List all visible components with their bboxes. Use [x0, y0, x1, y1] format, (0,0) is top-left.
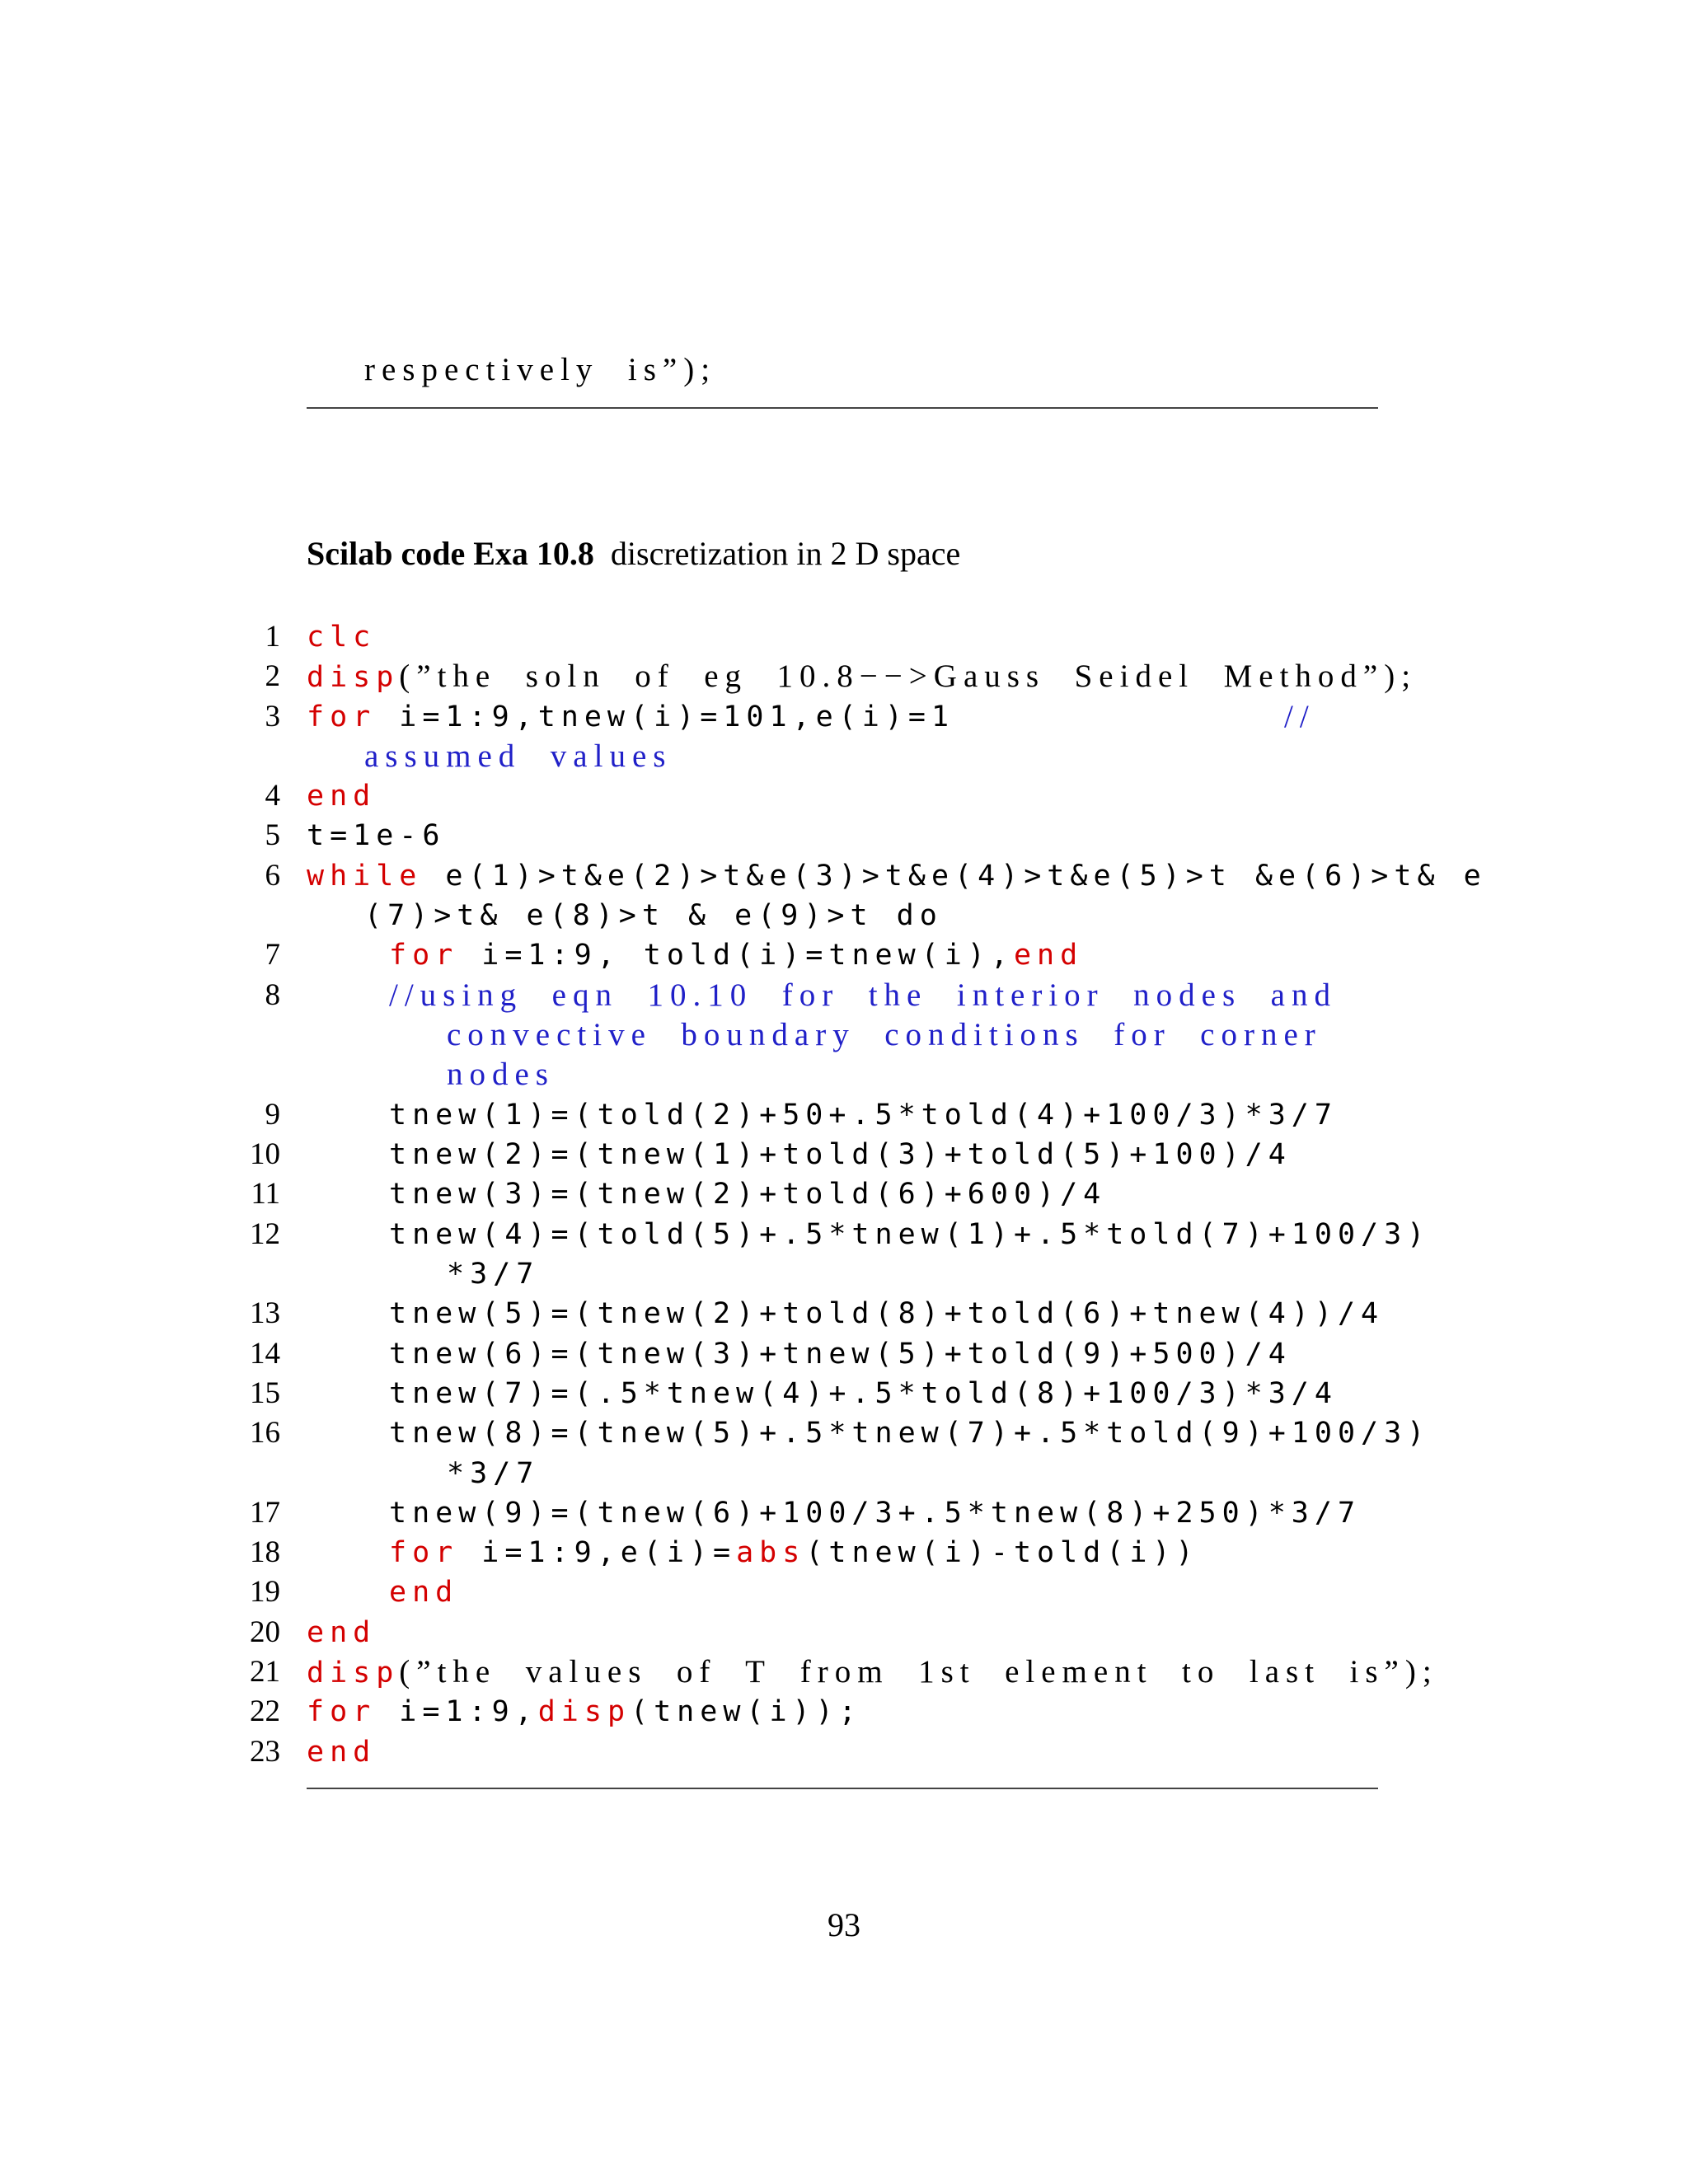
code-line: [389, 1333, 1292, 1375]
line-number: 18: [250, 1535, 280, 1569]
code-line: [389, 1373, 1338, 1414]
code-text: i=1:9,e(i)=: [458, 1536, 737, 1569]
code-line: [307, 1652, 1438, 1693]
line-number: 13: [250, 1296, 280, 1330]
code-line: [389, 1174, 1106, 1215]
code-text: t=1e-6: [307, 819, 446, 852]
caption-title: discretization in 2 D space: [610, 535, 961, 572]
line-number: 16: [250, 1416, 280, 1450]
code-line: [364, 895, 943, 936]
code-line: [307, 776, 376, 817]
code-comment: assumed values: [364, 738, 673, 774]
code-keyword: end: [307, 1736, 377, 1769]
code-keyword: for: [389, 939, 459, 972]
code-text: (7)>t& e(8)>t & e(9)>t do: [364, 899, 943, 932]
code-line: [389, 1413, 1430, 1454]
code-keyword: for: [389, 1536, 459, 1569]
code-line: [307, 815, 445, 856]
code-text: e(1)>t&e(2)>t&e(3)>t&e(4)>t&e(5)>t &e(6)>t& e: [422, 860, 1487, 893]
code-text: tnew(2)=(tnew(1)+told(3)+told(5)+100)/4: [389, 1138, 1292, 1171]
code-keyword: clc: [307, 621, 377, 654]
code-text: tnew(7)=(.5*tnew(4)+.5*told(8)+100/3)*3/4: [389, 1377, 1338, 1410]
code-line: [389, 1134, 1292, 1175]
code-line: [389, 975, 1337, 1016]
code-comment: //using eqn 10.10 for the interior nodes and: [389, 977, 1337, 1013]
continued-code-line: respectively is”);: [364, 352, 717, 387]
line-number: 14: [250, 1337, 280, 1371]
line-number: 9: [265, 1098, 280, 1132]
code-keyword: disp: [307, 1657, 400, 1690]
code-line: [389, 1293, 1384, 1334]
code-text: tnew(8)=(tnew(5)+.5*tnew(7)+.5*told(9)+100/3): [389, 1417, 1431, 1450]
code-keyword: end: [389, 1576, 459, 1609]
code-line: [307, 1732, 376, 1773]
line-number: 10: [250, 1137, 280, 1171]
code-keyword: end: [1013, 939, 1084, 972]
code-line: [389, 935, 1083, 976]
line-number: 11: [251, 1177, 280, 1211]
code-keyword: abs: [736, 1536, 806, 1569]
code-keyword: end: [307, 780, 377, 813]
code-line: [364, 736, 672, 777]
code-line: [307, 855, 1487, 897]
code-line: [307, 616, 376, 658]
code-line: [389, 1214, 1430, 1255]
line-number: 17: [250, 1496, 280, 1530]
code-text: (tnew(i)-told(i)): [805, 1536, 1199, 1569]
code-line: [389, 1094, 1338, 1136]
code-line: [447, 1254, 539, 1295]
code-keyword: disp: [307, 661, 400, 694]
code-text: tnew(4)=(told(5)+.5*tnew(1)+.5*told(7)+100/3): [389, 1218, 1431, 1251]
line-number: 2: [265, 659, 280, 693]
line-number: 8: [265, 978, 280, 1012]
caption-label: Scilab code Exa 10.8: [307, 535, 594, 572]
line-number: 5: [265, 818, 280, 852]
code-keyword: end: [307, 1616, 377, 1649]
page-number: 93: [828, 1906, 860, 1943]
line-number: 7: [265, 938, 280, 972]
code-text: (”the soln of eg 10.8−−>Gauss Seidel Method”);: [399, 658, 1418, 694]
line-number: 12: [250, 1217, 280, 1251]
code-keyword: for: [307, 701, 377, 733]
code-text: *3/7: [447, 1457, 540, 1490]
code-text: i=1:9,tnew(i)=101,e(i)=1: [376, 701, 955, 733]
code-text: i=1:9,: [376, 1695, 538, 1728]
code-text: tnew(5)=(tnew(2)+told(8)+told(6)+tnew(4))/4: [389, 1297, 1385, 1330]
code-comment: convective boundary conditions for corner: [447, 1017, 1322, 1052]
code-keyword: for: [307, 1695, 377, 1728]
code-comment: nodes: [447, 1057, 555, 1092]
code-line: [447, 1054, 555, 1095]
line-number: 4: [265, 779, 280, 813]
code-line: [447, 1015, 1322, 1056]
code-line: [307, 656, 1417, 697]
code-line: [307, 696, 954, 738]
code-text: (tnew(i));: [631, 1695, 862, 1728]
code-line: [389, 1532, 1199, 1573]
code-line: [389, 1493, 1361, 1534]
code-text: tnew(9)=(tnew(6)+100/3+.5*tnew(8)+250)*3/7: [389, 1497, 1362, 1530]
line-number: 19: [250, 1575, 280, 1609]
code-keyword: while: [307, 860, 423, 893]
line-number: 15: [250, 1376, 280, 1410]
code-keyword: disp: [537, 1695, 631, 1728]
code-text: tnew(1)=(told(2)+50+.5*told(4)+100/3)*3/7: [389, 1099, 1338, 1132]
code-text: tnew(3)=(tnew(2)+told(6)+600)/4: [389, 1178, 1107, 1211]
code-line: [307, 1691, 862, 1732]
code-line: [389, 1572, 458, 1613]
code-line: [307, 1612, 376, 1653]
code-line: [447, 1453, 539, 1494]
bottom-rule: [307, 1788, 1378, 1789]
top-rule: [307, 407, 1378, 409]
line-number: 1: [265, 620, 280, 654]
line-number: 23: [250, 1735, 280, 1769]
line-number: 20: [250, 1615, 280, 1649]
line-number: 22: [250, 1694, 280, 1728]
line-number: 3: [265, 700, 280, 733]
code-text: (”the values of T from 1st element to last is”);: [399, 1654, 1438, 1690]
code-caption: [307, 534, 960, 573]
line3-comment-marker: //: [1284, 699, 1315, 734]
code-text: tnew(6)=(tnew(3)+tnew(5)+told(9)+500)/4: [389, 1338, 1292, 1371]
code-text: *3/7: [447, 1258, 540, 1291]
code-text: i=1:9, told(i)=tnew(i),: [458, 939, 1014, 972]
line-number: 6: [265, 859, 280, 893]
line-number: 21: [250, 1655, 280, 1689]
